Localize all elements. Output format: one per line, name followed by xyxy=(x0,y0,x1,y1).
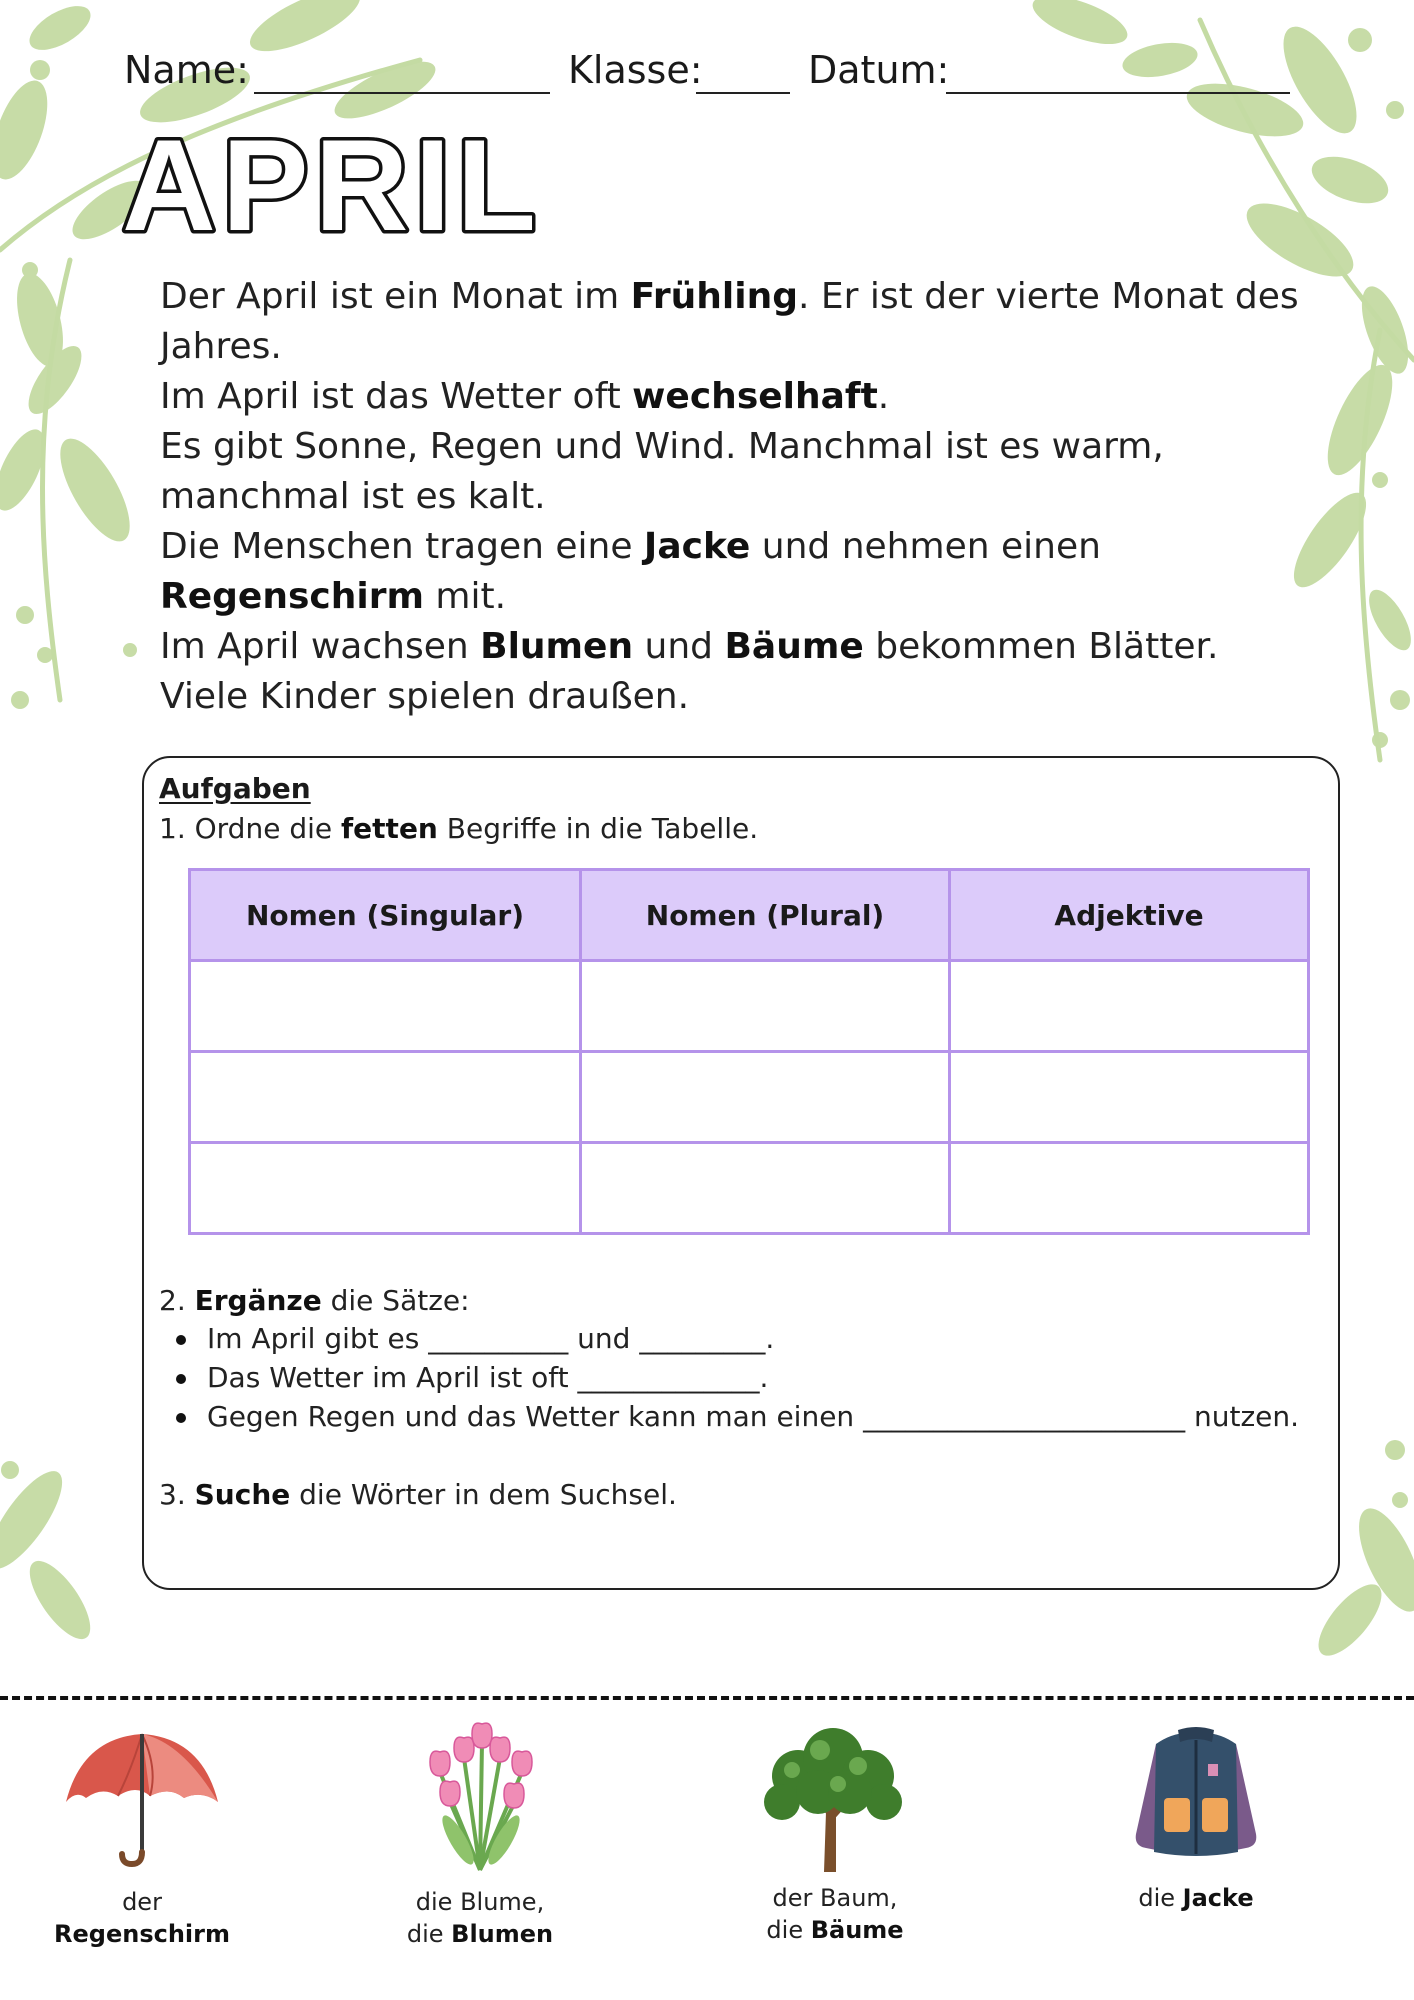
bullet-icon xyxy=(176,1374,186,1384)
table-cell[interactable] xyxy=(581,1052,950,1143)
intro-text xyxy=(160,272,1310,722)
tulips-icon xyxy=(410,1722,550,1872)
svg-text:APRIL: APRIL xyxy=(122,112,542,252)
task-2-instruction: 2. Ergänze die Sätze: xyxy=(159,1284,470,1317)
table-row xyxy=(190,1143,1309,1234)
table-cell[interactable] xyxy=(190,1143,581,1234)
caption-tree: der Baum, die Bäume xyxy=(766,1884,904,1944)
word-sort-table xyxy=(188,868,1310,1235)
table-cell[interactable] xyxy=(190,961,581,1052)
column-header-plural: Nomen (Plural) xyxy=(581,870,950,961)
caption-jacket: die Jacke xyxy=(1138,1884,1254,1912)
bullet-icon xyxy=(176,1413,186,1423)
task-3-instruction: 3. Suche die Wörter in dem Suchsel. xyxy=(159,1478,677,1511)
class-field-line[interactable] xyxy=(696,92,790,94)
date-label: Datum: xyxy=(808,48,950,92)
caption-umbrella: der Regenschirm xyxy=(54,1888,230,1948)
task-1-instruction: 1. Ordne die fetten Begriffe in die Tabelle. xyxy=(159,812,759,845)
sentence-1[interactable]: Im April gibt es __________ und _________. xyxy=(207,1322,775,1355)
intro-paragraph-1: Der April ist ein Monat im Frühling. Er ist der vierte Monat des Jahres. xyxy=(160,276,1299,367)
column-header-adjectives: Adjektive xyxy=(950,870,1309,961)
intro-paragraph-2: Im April ist das Wetter oft wechselhaft. xyxy=(160,376,890,417)
sentence-3[interactable]: Gegen Regen und das Wetter kann man einen _______________________ nutzen. xyxy=(207,1400,1300,1433)
name-label: Name: xyxy=(124,48,249,92)
table-row xyxy=(190,1052,1309,1143)
umbrella-icon xyxy=(62,1728,222,1868)
tree-icon xyxy=(758,1726,908,1872)
page-title xyxy=(118,112,548,252)
intro-paragraph-4: Die Menschen tragen eine Jacke und nehmen einen Regenschirm mit. xyxy=(160,526,1101,617)
table-cell[interactable] xyxy=(950,1052,1309,1143)
caption-flowers: die Blume, die Blumen xyxy=(406,1888,554,1948)
student-info-header xyxy=(124,48,1294,98)
cut-line-divider xyxy=(0,1696,1414,1700)
table-cell[interactable] xyxy=(950,961,1309,1052)
date-field-line[interactable] xyxy=(946,92,1290,94)
tasks-heading: Aufgaben xyxy=(159,772,311,805)
intro-paragraph-3: Es gibt Sonne, Regen und Wind. Manchmal ist es warm, manchmal ist es kalt. xyxy=(160,426,1164,517)
table-cell[interactable] xyxy=(950,1143,1309,1234)
name-field-line[interactable] xyxy=(254,92,550,94)
table-cell[interactable] xyxy=(581,961,950,1052)
table-cell[interactable] xyxy=(581,1143,950,1234)
class-label: Klasse: xyxy=(568,48,703,92)
column-header-singular: Nomen (Singular) xyxy=(190,870,581,961)
sentence-2[interactable]: Das Wetter im April ist oft _____________. xyxy=(207,1361,769,1394)
intro-paragraph-5: Im April wachsen Blumen und Bäume bekommen Blätter. Viele Kinder spielen draußen. xyxy=(160,626,1219,717)
bullet-icon xyxy=(176,1335,186,1345)
jacket-icon xyxy=(1126,1724,1266,1864)
table-row xyxy=(190,961,1309,1052)
table-cell[interactable] xyxy=(190,1052,581,1143)
